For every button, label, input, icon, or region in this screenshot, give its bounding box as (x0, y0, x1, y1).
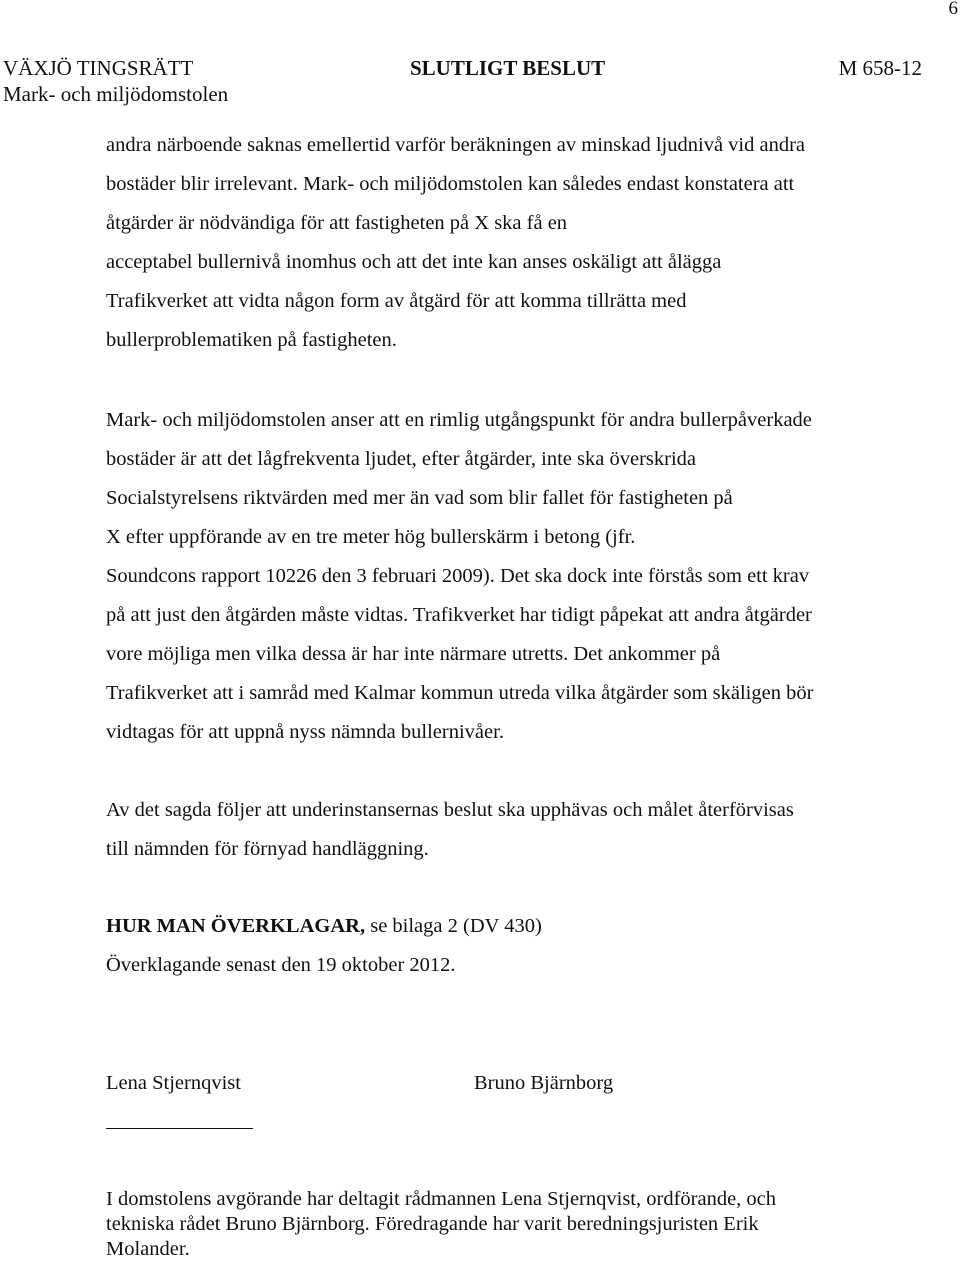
court-composition-note (106, 1187, 776, 1262)
case-number: M 658-12 (838, 56, 922, 80)
text-line: Trafikverket att vidta någon form av åtgärd för att komma tillrätta med (106, 290, 687, 312)
page-number: 6 (948, 0, 958, 19)
text-line: Mark- och miljödomstolen anser att en rimlig utgångspunkt för andra bullerpåverkade (106, 409, 812, 431)
appeal-section (106, 907, 542, 985)
paragraph-conclusion (106, 791, 794, 869)
text-line: åtgärder är nödvändiga för att fastigheten på X ska få en (106, 212, 568, 234)
appeal-reference: se bilaga 2 (DV 430) (365, 915, 542, 937)
text-line: Soundcons rapport 10226 den 3 februari 2009). Det ska dock inte förstås som ett krav (106, 565, 810, 587)
text-line: på att just den åtgärden måste vidtas. Trafikverket har tidigt påpekat att andra åtgärder (106, 604, 812, 626)
signer-name-1: Lena Stjernqvist (106, 1072, 241, 1094)
appeal-heading: HUR MAN ÖVERKLAGAR, (106, 915, 366, 937)
text-line: bostäder är att det lågfrekventa ljudet, efter åtgärder, inte ska överskrida (106, 448, 696, 470)
appeal-deadline: Överklagande senast den 19 oktober 2012. (106, 954, 456, 976)
text-line: X efter uppförande av en tre meter hög bullerskärm i betong (jfr. (106, 526, 636, 548)
text-line: acceptabel bullernivå inomhus och att det inte kan anses oskäligt att ålägga (106, 251, 722, 273)
text-line: bullerproblematiken på fastigheten. (106, 329, 397, 351)
text-line: tekniska rådet Bruno Bjärnborg. Föredragande har varit beredningsjuristen Erik (106, 1213, 759, 1235)
document-type: SLUTLIGT BESLUT (410, 56, 606, 80)
text-line: I domstolens avgörande har deltagit rådmannen Lena Stjernqvist, ordförande, och (106, 1188, 777, 1210)
signature-line (106, 1128, 253, 1129)
appeal-line (106, 907, 542, 946)
court-name: VÄXJÖ TINGSRÄTT (3, 56, 194, 80)
signer-name-2: Bruno Bjärnborg (474, 1072, 614, 1094)
text-line: Molander. (106, 1238, 190, 1260)
text-line: vidtagas för att uppnå nyss nämnda bullernivåer. (106, 721, 504, 743)
court-department: Mark- och miljödomstolen (3, 82, 229, 106)
text-line: andra närboende saknas emellertid varför beräkningen av minskad ljudnivå vid andra (106, 134, 806, 156)
paragraph-reasoning-1 (106, 126, 805, 360)
text-line: Trafikverket att i samråd med Kalmar kommun utreda vilka åtgärder som skäligen bör (106, 682, 814, 704)
text-line: Av det sagda följer att underinstansernas beslut ska upphävas och målet återförvisas (106, 799, 794, 821)
text-line: vore möjliga men vilka dessa är har inte närmare utretts. Det ankommer på (106, 643, 721, 665)
text-line: till nämnden för förnyad handläggning. (106, 838, 429, 860)
paragraph-reasoning-2 (106, 401, 813, 752)
text-line: bostäder blir irrelevant. Mark- och miljödomstolen kan således endast konstatera att (106, 173, 795, 195)
text-line: Socialstyrelsens riktvärden med mer än vad som blir fallet för fastigheten på (106, 487, 733, 509)
